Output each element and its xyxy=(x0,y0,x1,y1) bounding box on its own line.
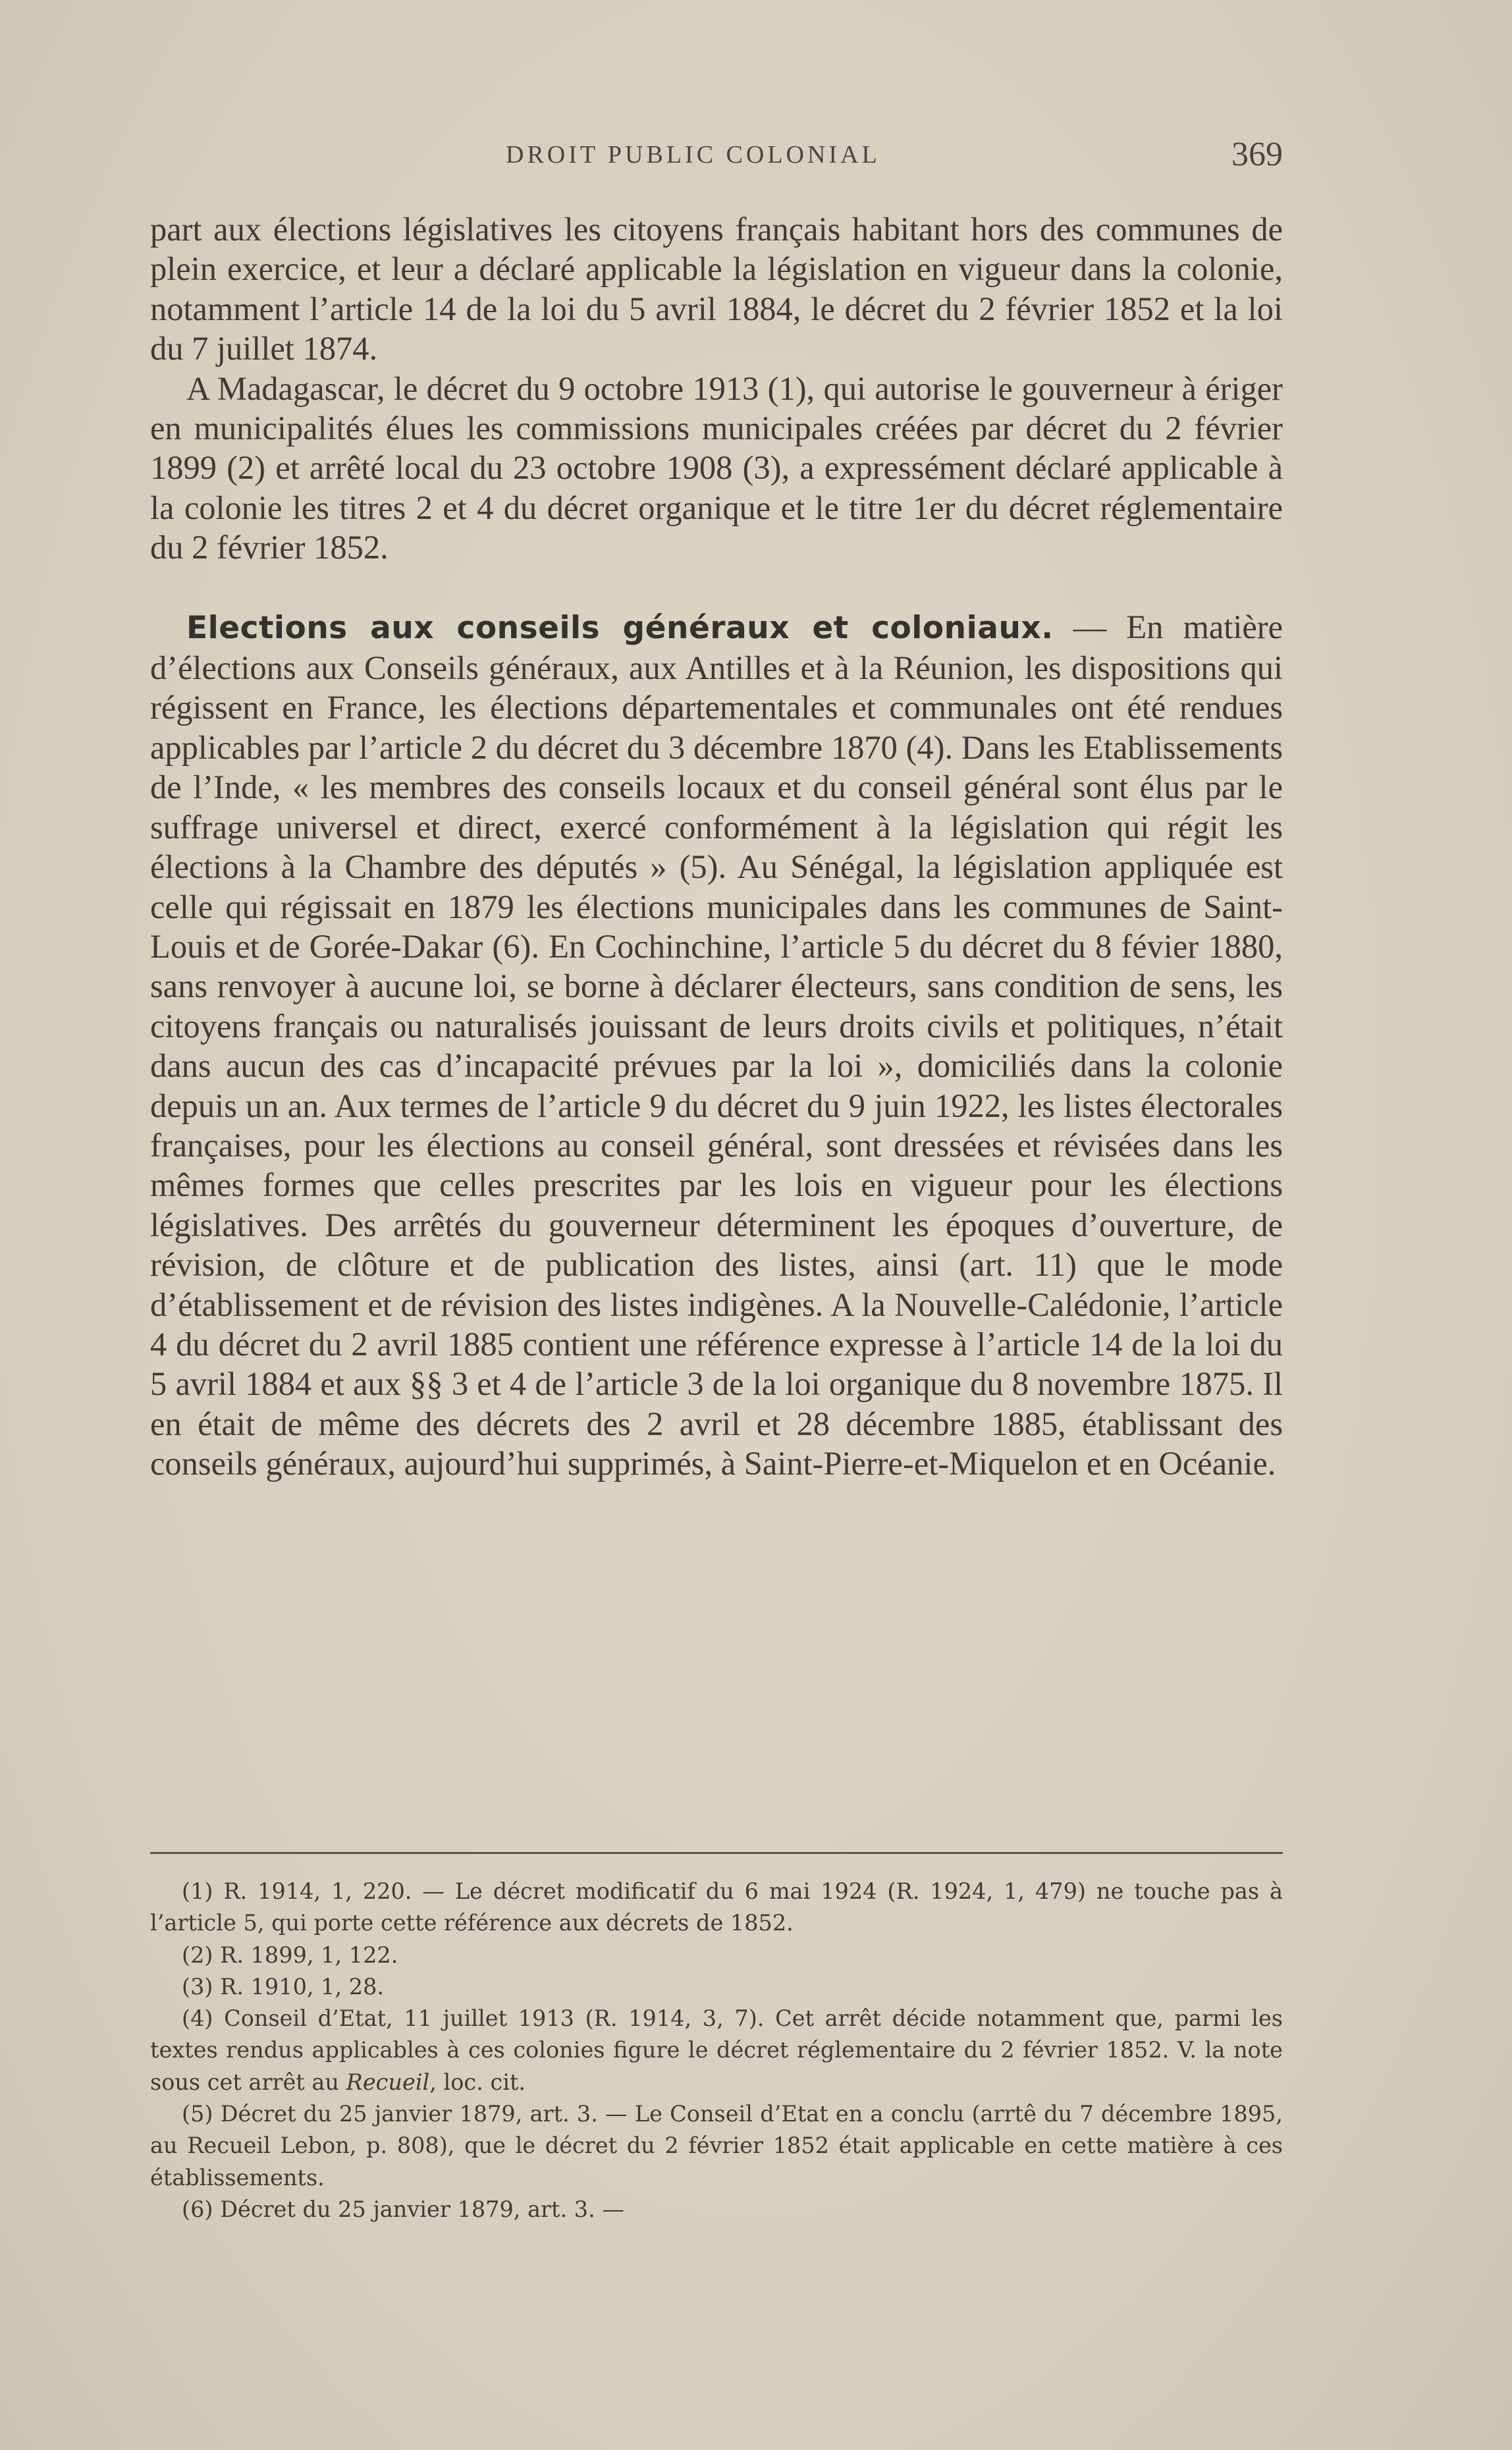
footnotes xyxy=(150,1876,1283,2225)
footnote-3: (3) R. 1910, 1, 28. xyxy=(182,1973,385,2000)
page-header xyxy=(150,135,1283,175)
paragraph-1: part aux élections législatives les citoyens français habitant hors des communes de plein exercice, et leur a déclaré applicable la législation en vigueur dans la colonie, notamment l’article 14 de la loi du 5 avril 1884, le décret du 2 février 1852 et la loi du 7 juillet 1874. xyxy=(150,211,1283,368)
paragraph-2: A Madagascar, le décret du 9 octobre 1913 (1), qui autorise le gouverneur à ériger en municipalités élues les commissions municipales créées par décret du 2 février 1899 (2) et arrêté local du 23 octobre 1908 (3), a expressément déclaré applicable à la colonie les titres 2 et 4 du décret organique et le titre 1er du décret réglementaire du 2 février 1852. xyxy=(150,369,1283,566)
footnote-4 xyxy=(150,2003,1283,2098)
footnote-4-italic: Recueil xyxy=(346,2069,430,2095)
footnote-separator xyxy=(150,1852,1283,1854)
paragraph-3-text: — En matière d’élections aux Conseils généraux, aux Antilles et à la Réunion, les dispositions qui régissent en France, les élections départementales et communales ont été rendues applicables par l’article 2 du décret du 3 décembre 1870 (4). Dans les Etablissements de l’Inde, « les membres des conseils locaux et du conseil général sont élus par le suffrage universel et direct, exercé conformément à la législation qui régit les élections à la Chambre des députés » (5). Au Sénégal, la législation appliquée est celle qui régissait en 1879 les élections municipales dans les communes de Saint-Louis et de Gorée-Dakar (6). En Cochinchine, l’article 5 du décret du 8 févier 1880, sans renvoyer à aucune loi, se borne à déclarer électeurs, sans condition de sens, les citoyens français ou naturalisés jouissant de leurs droits civils et politiques, n’était dans aucun des cas d’incapacité prévues par la loi », domiciliés dans la colonie depuis un an. Aux termes de l’article 9 du décret du 9 juin 1922, les listes électorales françaises, pour les élections au conseil général, sont dressées et révisées dans les mêmes formes que celles prescrites par les lois en vigueur pour les élections législatives. Des arrêtés du gouverneur déterminent les époques d’ouverture, de révision, de clôture et de publication des listes, ainsi (art. 11) que le mode d’établissement et de révision des listes indigènes. A la Nouvelle-Calédonie, l’article 4 du décret du 2 avril 1885 contient une référence expresse à l’article 14 de la loi du 5 avril 1884 et aux §§ 3 et 4 de l’article 3 de la loi organique du 8 novembre 1875. Il en était de même des décrets des 2 avril et 28 décembre 1885, établissant des conseils généraux, aujourd’hui supprimés, à Saint-Pierre-et-Miquelon et en Océanie. xyxy=(150,608,1283,1483)
main-text xyxy=(150,209,1283,1484)
running-title: DROIT PUBLIC COLONIAL xyxy=(506,141,880,169)
footnote-6: (6) Décret du 25 janvier 1879, art. 3. — xyxy=(182,2196,624,2222)
footnote-5: (5) Décret du 25 janvier 1879, art. 3. — Le Conseil d’Etat en a conclu (arrtê du 7 décembre 1895, au Recueil Lebon, p. 808), que le décret du 2 février 1852 était applicable en cette matière à ces établissements. xyxy=(150,2101,1283,2191)
footnote-4-main: (4) Conseil d’Etat, 11 juillet 1913 (R. 1914, 3, 7). Cet arrêt décide notamment que, parmi les textes rendus applicables à ces colonies figure le décret réglementaire du 2 février 1852. V. la note sous cet arrêt au xyxy=(150,2005,1283,2095)
footnote-2: (2) R. 1899, 1, 122. xyxy=(182,1942,398,1968)
page-number: 369 xyxy=(1231,136,1283,173)
section-heading: Elections aux conseils généraux et coloniaux. xyxy=(186,609,1054,646)
footnote-1: (1) R. 1914, 1, 220. — Le décret modificatif du 6 mai 1924 (R. 1924, 1, 479) ne touche pas à l’article 5, qui porte cette référence aux décrets de 1852. xyxy=(150,1878,1283,1936)
footnote-4-end: , loc. cit. xyxy=(429,2069,526,2095)
paragraph-3 xyxy=(150,607,1283,1484)
